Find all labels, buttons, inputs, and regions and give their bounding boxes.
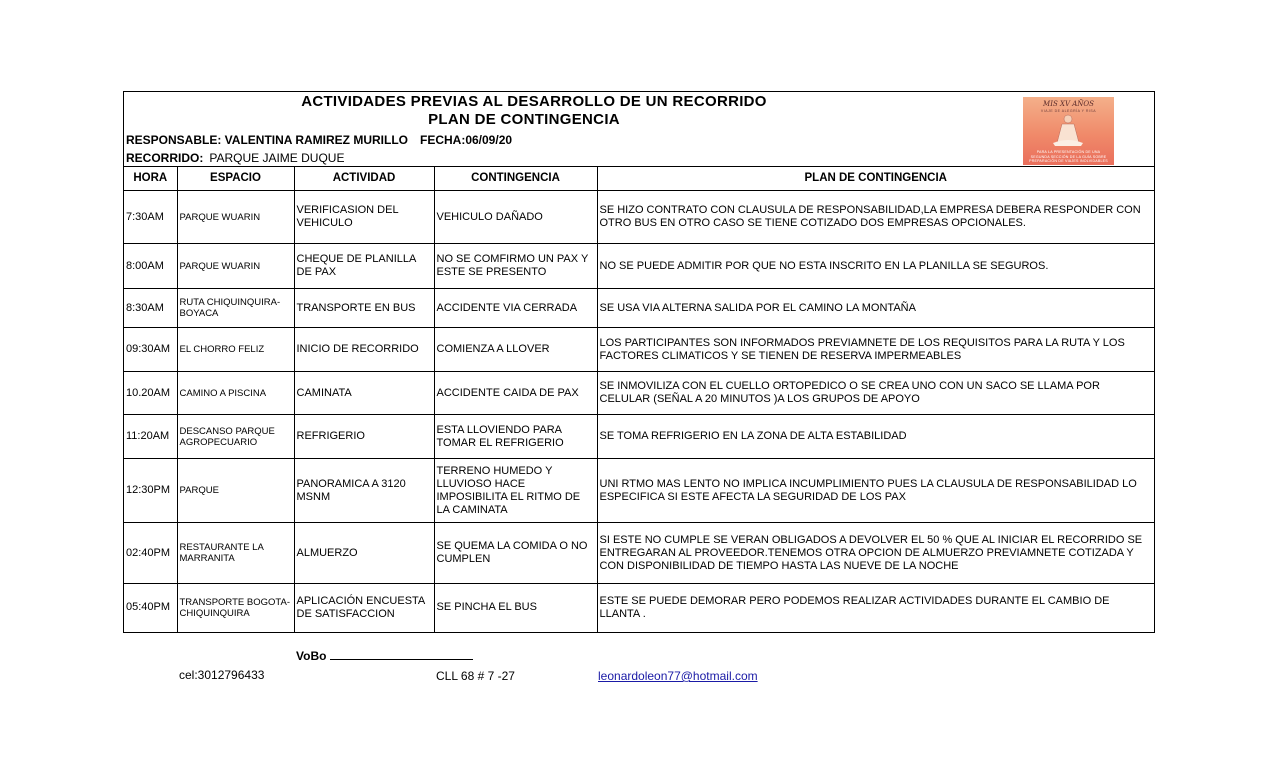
col-header-contingencia: CONTINGENCIA bbox=[434, 167, 597, 191]
fecha-text: FECHA:06/09/20 bbox=[420, 133, 513, 147]
cell-hora: 11:20AM bbox=[124, 415, 177, 459]
sheet-header bbox=[124, 92, 1154, 167]
cell-actividad: TRANSPORTE EN BUS bbox=[294, 289, 434, 328]
cell-hora: 05:40PM bbox=[124, 584, 177, 632]
cell-contingencia: VEHICULO DAÑADO bbox=[434, 191, 597, 244]
table-row bbox=[124, 584, 1154, 632]
cell-contingencia: SE PINCHA EL BUS bbox=[434, 584, 597, 632]
cell-actividad: REFRIGERIO bbox=[294, 415, 434, 459]
cell-espacio: PARQUE WUARIN bbox=[177, 244, 294, 289]
logo-body: PARA LA PRESENTACIÓN DE UNA SEGUNDA SECCIÓN DE LA GUÍA SOBRE PREPARACIÓN DE VIAJES INOLVIDABLES bbox=[1029, 150, 1108, 163]
signature-underline bbox=[330, 649, 473, 660]
cell-plan: ESTE SE PUEDE DEMORAR PERO PODEMOS REALIZAR ACTIVIDADES DURANTE EL CAMBIO DE LLANTA . bbox=[597, 584, 1154, 632]
table-header-row bbox=[124, 167, 1154, 191]
recorrido-value: PARQUE JAIME DUQUE bbox=[209, 151, 345, 165]
page-title: ACTIVIDADES PREVIAS AL DESARROLLO DE UN RECORRIDO bbox=[301, 93, 767, 110]
cell-hora: 09:30AM bbox=[124, 328, 177, 372]
table-row bbox=[124, 191, 1154, 244]
table-row bbox=[124, 244, 1154, 289]
cell-plan: SE USA VIA ALTERNA SALIDA POR EL CAMINO LA MONTAÑA bbox=[597, 289, 1154, 328]
table-row bbox=[124, 372, 1154, 415]
cell-espacio: PARQUE bbox=[177, 459, 294, 523]
responsable-line bbox=[126, 133, 512, 147]
cell-espacio: EL CHORRO FELIZ bbox=[177, 328, 294, 372]
cell-espacio: TRANSPORTE BOGOTA-CHIQUINQUIRA bbox=[177, 584, 294, 632]
contingency-table bbox=[124, 167, 1154, 632]
cell-actividad: VERIFICASION DEL VEHICULO bbox=[294, 191, 434, 244]
col-header-hora: HORA bbox=[124, 167, 177, 191]
cell-actividad: CHEQUE DE PLANILLA DE PAX bbox=[294, 244, 434, 289]
recorrido-label: RECORRIDO: bbox=[126, 151, 204, 165]
table-row bbox=[124, 328, 1154, 372]
contingency-sheet bbox=[123, 91, 1155, 633]
cell-actividad: CAMINATA bbox=[294, 372, 434, 415]
cell-plan: LOS PARTICIPANTES SON INFORMADOS PREVIAMNETE DE LOS REQUISITOS PARA LA RUTA Y LOS FACTORES CLIMATICOS Y SE TIENEN DE RESERVA IMPERMEABLES bbox=[597, 328, 1154, 372]
footer-address: CLL 68 # 7 -27 bbox=[436, 669, 515, 683]
cell-actividad: INICIO DE RECORRIDO bbox=[294, 328, 434, 372]
cell-espacio: RUTA CHIQUINQUIRA-BOYACA bbox=[177, 289, 294, 328]
cell-plan: SE HIZO CONTRATO CON CLAUSULA DE RESPONSABILIDAD,LA EMPRESA DEBERA RESPONDER CON OTRO BUS EN OTRO CASO SE TIENE COTIZADO DOS EMPRESAS OPCIONALES. bbox=[597, 191, 1154, 244]
cell-contingencia: ACCIDENTE VIA CERRADA bbox=[434, 289, 597, 328]
cell-contingencia: ACCIDENTE CAIDA DE PAX bbox=[434, 372, 597, 415]
cell-hora: 7:30AM bbox=[124, 191, 177, 244]
cell-actividad: ALMUERZO bbox=[294, 523, 434, 584]
page-subtitle: PLAN DE CONTINGENCIA bbox=[428, 111, 620, 128]
cell-contingencia: COMIENZA A LLOVER bbox=[434, 328, 597, 372]
col-header-actividad: ACTIVIDAD bbox=[294, 167, 434, 191]
cell-hora: 10.20AM bbox=[124, 372, 177, 415]
footer-phone: cel:3012796433 bbox=[179, 668, 265, 682]
cell-espacio: PARQUE WUARIN bbox=[177, 191, 294, 244]
col-header-plan: PLAN DE CONTINGENCIA bbox=[597, 167, 1154, 191]
logo-subtitle: VIAJE DE ALEGRÍA Y RISA bbox=[1040, 109, 1097, 113]
cell-actividad: APLICACIÓN ENCUESTA DE SATISFACCION bbox=[294, 584, 434, 632]
recorrido-line bbox=[126, 151, 344, 165]
cell-contingencia: SE QUEMA LA COMIDA O NO CUMPLEN bbox=[434, 523, 597, 584]
cell-hora: 8:00AM bbox=[124, 244, 177, 289]
table-row bbox=[124, 523, 1154, 584]
logo-title: MIS XV AÑOS bbox=[1043, 100, 1094, 108]
cell-plan: NO SE PUEDE ADMITIR POR QUE NO ESTA INSCRITO EN LA PLANILLA SE SEGUROS. bbox=[597, 244, 1154, 289]
cell-contingencia: TERRENO HUMEDO Y LLUVIOSO HACE IMPOSIBILITA EL RITMO DE LA CAMINATA bbox=[434, 459, 597, 523]
table-row bbox=[124, 459, 1154, 523]
cell-actividad: PANORAMICA A 3120 MSNM bbox=[294, 459, 434, 523]
cell-hora: 02:40PM bbox=[124, 523, 177, 584]
col-header-espacio: ESPACIO bbox=[177, 167, 294, 191]
cell-espacio: CAMINO A PISCINA bbox=[177, 372, 294, 415]
footer-email-link[interactable]: leonardoleon77@hotmail.com bbox=[598, 669, 758, 683]
table-row bbox=[124, 289, 1154, 328]
cell-contingencia: ESTA LLOVIENDO PARA TOMAR EL REFRIGERIO bbox=[434, 415, 597, 459]
cell-espacio: DESCANSO PARQUE AGROPECUARIO bbox=[177, 415, 294, 459]
cell-contingencia: NO SE COMFIRMO UN PAX Y ESTE SE PRESENTO bbox=[434, 244, 597, 289]
cell-hora: 12:30PM bbox=[124, 459, 177, 523]
table-row bbox=[124, 415, 1154, 459]
cell-plan: SE INMOVILIZA CON EL CUELLO ORTOPEDICO O SE CREA UNO CON UN SACO SE LLAMA POR CELULAR (SEÑAL A 20 MINUTOS )A LOS GRUPOS DE APOYO bbox=[597, 372, 1154, 415]
event-logo-image bbox=[1023, 97, 1114, 165]
cell-plan: SI ESTE NO CUMPLE SE VERAN OBLIGADOS A DEVOLVER EL 50 % QUE AL INICIAR EL RECORRIDO SE ENTREGARAN AL PROVEEDOR.TENEMOS OTRA OPCION DE ALMUERZO PREVIAMNETE COTIZADA Y CON DISPONIBILIDAD DE TIEMPO HASTA LAS NUEVE DE LA NOCHE bbox=[597, 523, 1154, 584]
vobo-signature-line bbox=[296, 649, 473, 663]
responsable-text: RESPONSABLE: VALENTINA RAMIREZ MURILLO bbox=[126, 133, 408, 147]
cell-plan: SE TOMA REFRIGERIO EN LA ZONA DE ALTA ESTABILIDAD bbox=[597, 415, 1154, 459]
cell-espacio: RESTAURANTE LA MARRANITA bbox=[177, 523, 294, 584]
cell-plan: UNI RTMO MAS LENTO NO IMPLICA INCUMPLIMIENTO PUES LA CLAUSULA DE RESPONSABILIDAD LO ESPECIFICA SI ESTE AFECTA LA SEGURIDAD DE LOS PAX bbox=[597, 459, 1154, 523]
vobo-label: VoBo bbox=[296, 649, 327, 663]
cell-hora: 8:30AM bbox=[124, 289, 177, 328]
